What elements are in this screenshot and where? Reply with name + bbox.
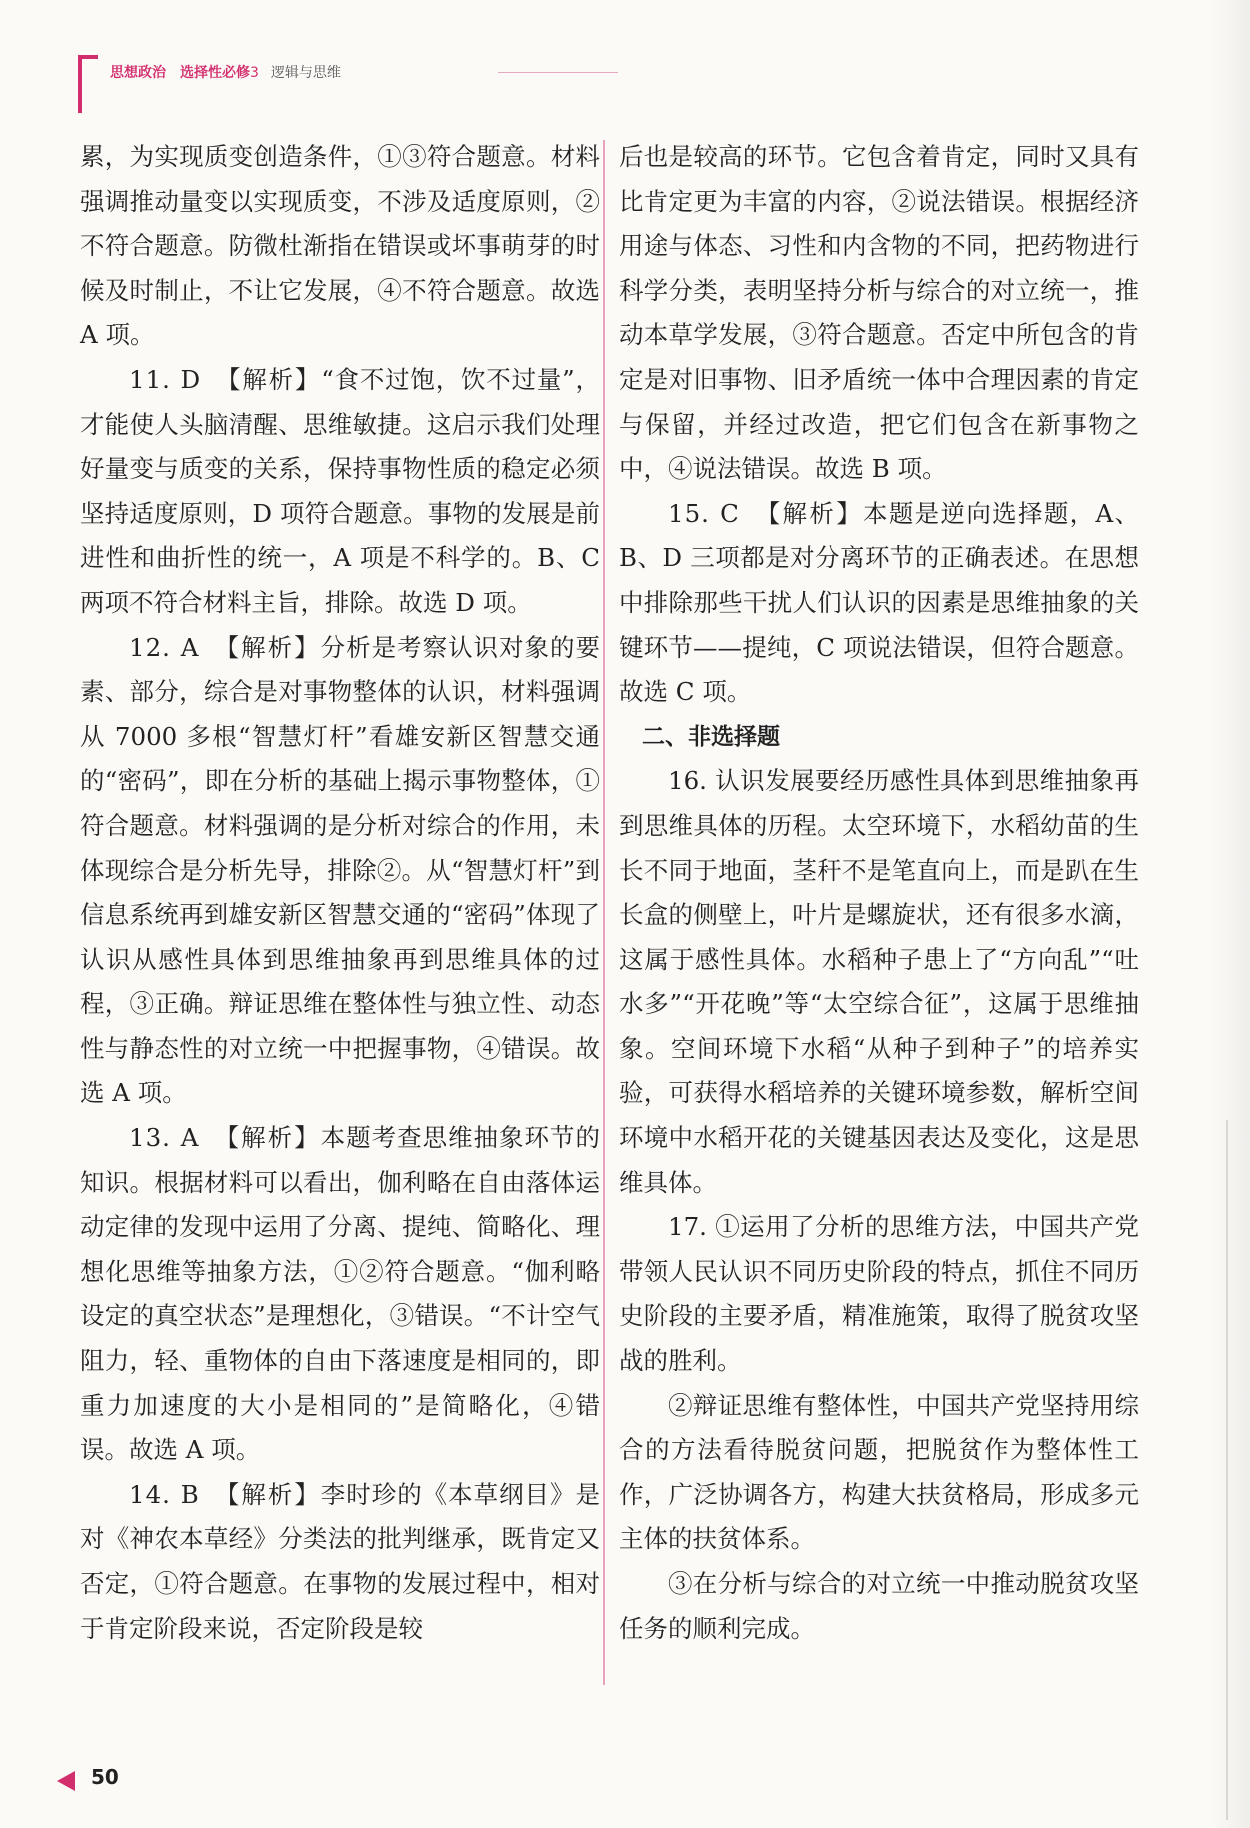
header-book: 选择性必修 xyxy=(180,65,250,81)
left-column xyxy=(80,135,600,1651)
answer-14-text: 李时珍的《本草纲目》是对《神农本草经》分类法的批判继承，既肯定又否定，①符合题意。在事物的发展过程中，相对于肯定阶段来说，否定阶段是较 xyxy=(80,1479,600,1643)
answer-11-text: “食不过饱，饮不过量”，才能使人头脑清醒、思维敏捷。这启示我们处理好量变与质变的关系，保持事物性质的稳定必须坚持适度原则，D 项符合题意。事物的发展是前进性和曲折性的统一，A 项是不科学的。B、C 两项不符合材料主旨，排除。故选 D 项。 xyxy=(80,364,600,617)
column-divider xyxy=(603,140,605,1685)
header-subject: 思想政治 xyxy=(110,65,166,81)
answer-12-label: 12. A 【解析】 xyxy=(129,632,321,662)
answer-11-label: 11. D 【解析】 xyxy=(129,364,322,394)
answer-11 xyxy=(80,358,600,626)
answer-13-text: 本题考查思维抽象环节的知识。根据材料可以看出，伽利略在自由落体运动定律的发现中运用了分离、提纯、简略化、理想化思维等抽象方法，①②符合题意。“伽利略设定的真空状态”是理想化，③错误。“不计空气阻力，轻、重物体的自由下落速度是相同的，即重力加速度的大小是相同的”是简略化，④错误。故选 A 项。 xyxy=(80,1123,601,1465)
answer-14 xyxy=(80,1473,600,1651)
answer-13 xyxy=(80,1116,600,1473)
header-volume: 3 xyxy=(250,65,259,81)
page-number: 50 xyxy=(91,1765,119,1789)
right-column xyxy=(619,135,1139,1651)
answer-17-part-3: ③在分析与综合的对立统一中推动脱贫攻坚任务的顺利完成。 xyxy=(619,1569,1139,1643)
page-arrow-icon xyxy=(57,1771,75,1791)
header-title: 逻辑与思维 xyxy=(270,65,341,81)
answer-12 xyxy=(80,626,600,1117)
section-heading: 二、非选择题 xyxy=(642,723,780,750)
page-edge-line xyxy=(1226,1120,1228,1820)
answer-16: 16. 认识发展要经历感性具体到思维抽象再到思维具体的历程。太空环境下，水稻幼苗的生长不同于地面，茎秆不是笔直向上，而是趴在生长盒的侧壁上，叶片是螺旋状，还有很多水滴，这属于感性具体。水稻种子患上了“方向乱”“吐水多”“开花晚”等“太空综合征”，这属于思维抽象。空间环境下水稻“从种子到种子”的培养实验，可获得水稻培养的关键环境参数，解析空间环境中水稻开花的关键基因表达及变化，这是思维具体。 xyxy=(619,766,1139,1197)
header-corner-bar xyxy=(78,55,82,113)
answer-15 xyxy=(619,492,1139,715)
paragraph-continued: 累，为实现质变创造条件，①③符合题意。材料强调推动量变以实现质变，不涉及适度原则，②不符合题意。防微杜渐指在错误或坏事萌芽的时候及时制止，不让它发展，④不符合题意。故选 A 项。 xyxy=(80,142,600,350)
answer-15-label: 15. C 【解析】 xyxy=(668,498,864,528)
answer-14-label: 14. B 【解析】 xyxy=(129,1479,321,1509)
header-rule xyxy=(498,72,618,73)
answer-17-part-2: ②辩证思维有整体性，中国共产党坚持用综合的方法看待脱贫问题，把脱贫作为整体性工作，广泛协调各方，构建大扶贫格局，形成多元主体的扶贫体系。 xyxy=(619,1390,1139,1554)
answer-17-part-1: 17. ①运用了分析的思维方法，中国共产党带领人民认识不同历史阶段的特点，抓住不同历史阶段的主要矛盾，精准施策，取得了脱贫攻坚战的胜利。 xyxy=(619,1212,1139,1376)
answer-15-text: 本题是逆向选择题，A、B、D 三项都是对分离环节的正确表述。在思想中排除那些干扰人们认识的因素是思维抽象的关键环节——提纯，C 项说法错误，但符合题意。故选 C 项。 xyxy=(619,498,1139,707)
answer-12-text: 分析是考察认识对象的要素、部分，综合是对事物整体的认识，材料强调从 7000 多根“智慧灯杆”看雄安新区智慧交通的“密码”，即在分析的基础上揭示事物整体，①符合题意。材料强调的是分析对综合的作用，未体现综合是分析先导，排除②。从“智慧灯杆”到信息系统再到雄安新区智慧交通的“密码”体现了认识从感性具体到思维抽象再到思维具体的过程，③正确。辩证思维在整体性与独立性、动态性与静态性的对立统一中把握事物，④错误。故选 A 项。 xyxy=(80,632,601,1108)
answer-13-label: 13. A 【解析】 xyxy=(129,1123,321,1153)
page-edge-shadow xyxy=(1210,0,1250,1828)
paragraph-continued-right: 后也是较高的环节。它包含着肯定，同时又具有比肯定更为丰富的内容，②说法错误。根据经济用途与体态、习性和内含物的不同，把药物进行科学分类，表明坚持分析与综合的对立统一，推动本草学发展，③符合题意。否定中所包含的肯定是对旧事物、旧矛盾统一体中合理因素的肯定与保留，并经过改造，把它们包含在新事物之中，④说法错误。故选 B 项。 xyxy=(619,142,1139,484)
header-corner-bar-top xyxy=(78,55,98,59)
running-header xyxy=(78,55,638,115)
header-text xyxy=(110,62,341,82)
